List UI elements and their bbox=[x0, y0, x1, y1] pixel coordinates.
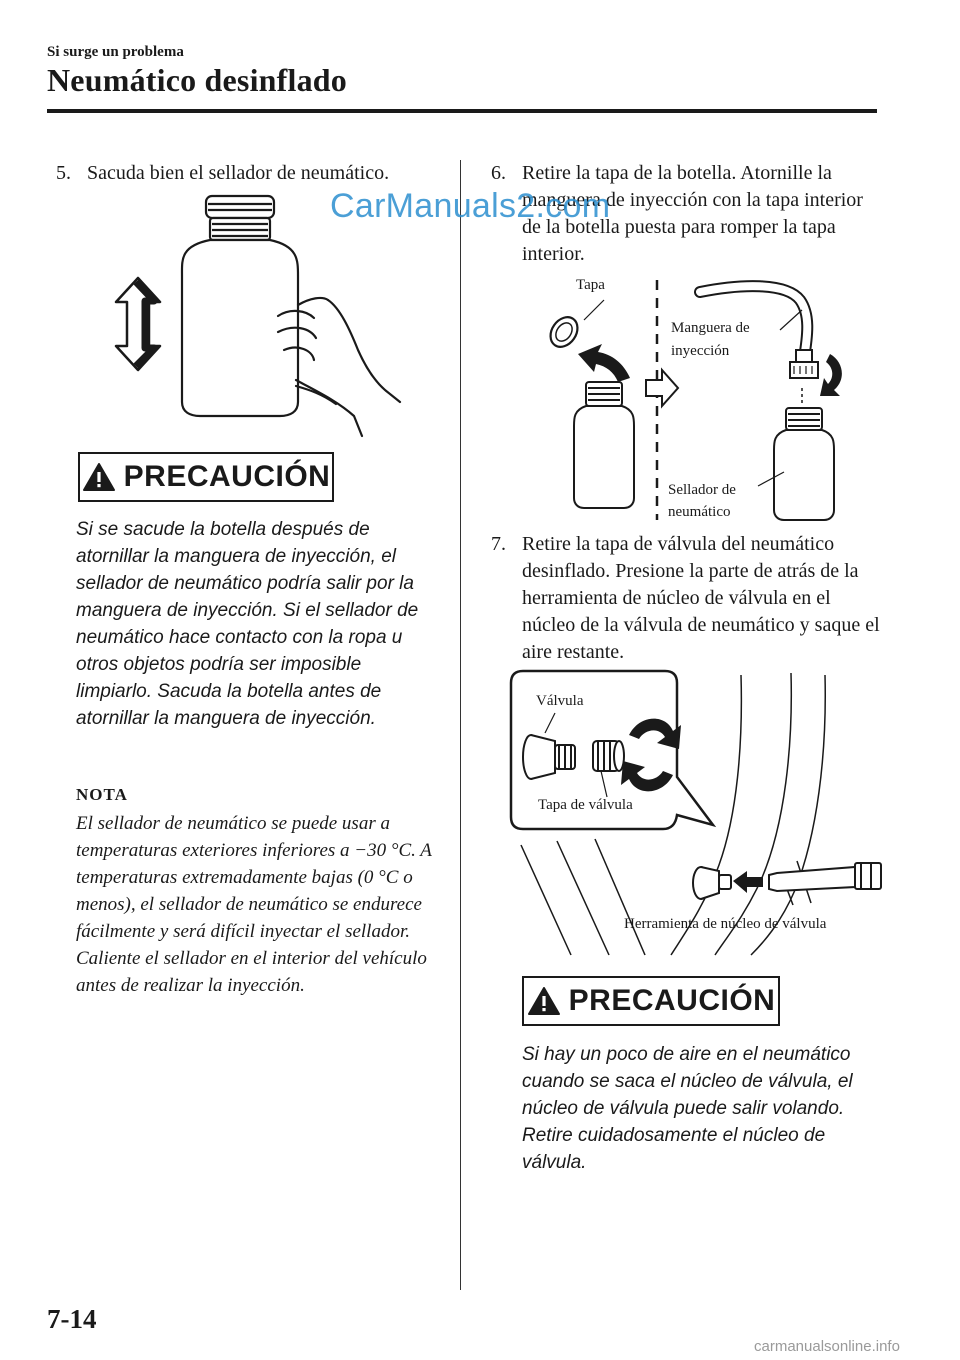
warning-icon bbox=[82, 462, 116, 492]
footer-site: carmanualsonline.info bbox=[754, 1338, 900, 1355]
valve-cap-icon bbox=[593, 741, 624, 771]
label-cap: Tapa bbox=[576, 277, 605, 293]
step-number: 6. bbox=[491, 162, 506, 184]
label-hose-line2: inyección bbox=[671, 343, 730, 359]
warning-icon bbox=[527, 986, 561, 1016]
label-hose-line1: Manguera de bbox=[671, 320, 750, 336]
bottle-icon bbox=[774, 408, 834, 520]
section-label: Si surge un problema bbox=[47, 44, 184, 60]
bottle-icon bbox=[182, 196, 298, 416]
label-valve-cap: Tapa de válvula bbox=[538, 797, 633, 813]
label-sealant-line1: Sellador de bbox=[668, 482, 736, 498]
caution-label: PRECAUCIÓN bbox=[123, 460, 331, 493]
caution-text: Si se sacude la botella después de atornillar la manguera de inyección, el sellador de neumático podría salir por la manguera de inyección. Si el sellador de neumático hace contacto con la ropa u otros objetos podría ser imposible limpiarlo. Sacuda la botella antes de atornillar la manguera de inyección. bbox=[76, 519, 419, 729]
caution-box bbox=[522, 976, 780, 1026]
valve-icon bbox=[693, 867, 731, 899]
bottle-icon bbox=[574, 382, 634, 508]
caution-label: PRECAUCIÓN bbox=[568, 984, 776, 1017]
page-title: Neumático desinflado bbox=[47, 62, 347, 98]
caution-box bbox=[78, 452, 334, 502]
step-number: 7. bbox=[491, 533, 506, 555]
valve-core-tool-icon bbox=[769, 863, 881, 891]
watermark: CarManuals2.com bbox=[330, 187, 611, 225]
label-valve-core-tool: Herramienta de núcleo de válvula bbox=[624, 916, 827, 932]
shake-bottle-illustration bbox=[100, 190, 420, 440]
curved-arrow-icon bbox=[578, 344, 630, 382]
up-down-arrow-icon bbox=[116, 278, 160, 370]
label-hose bbox=[671, 319, 750, 361]
column-divider bbox=[460, 160, 461, 1290]
title-divider bbox=[47, 109, 877, 113]
caution-text: Si hay un poco de aire en el neumático cuando se saca el núcleo de válvula, el núcleo de válvula puede salir volando. Retire cuidadosamente el núcleo de válvula. bbox=[522, 1044, 853, 1173]
arrow-right-icon bbox=[646, 370, 678, 406]
label-sealant-line2: neumático bbox=[668, 504, 731, 520]
label-sealant bbox=[668, 481, 736, 522]
note-text: El sellador de neumático se puede usar a temperaturas exteriores inferiores a −30 °C. A temperaturas extremadamente bajas (0 °C o menos), el sellador de neumático se endurece fácilmente y será difícil inyectar el sellador. Caliente el sellador en el interior del vehículo antes de realizar la inyección. bbox=[76, 813, 432, 996]
rotate-arrow-icon bbox=[820, 354, 842, 396]
note-title: NOTA bbox=[76, 785, 128, 804]
cap-ring-icon bbox=[545, 312, 583, 352]
label-valve: Válvula bbox=[536, 693, 584, 709]
page-number: 7-14 bbox=[47, 1304, 97, 1334]
step-text: Retire la tapa de la botella. Atornille la manguera de inyección con la tapa interior de la botella puesta para romper la tapa interior. bbox=[522, 162, 863, 265]
step-text: Retire la tapa de válvula del neumático desinflado. Presione la parte de atrás de la herramienta de núcleo de válvula en el núcleo de la válvula de neumático y saque el aire restante. bbox=[522, 533, 880, 663]
step-number: 5. bbox=[56, 162, 71, 184]
arrow-left-icon bbox=[733, 871, 763, 893]
step-text: Sacuda bien el sellador de neumático. bbox=[87, 162, 390, 184]
